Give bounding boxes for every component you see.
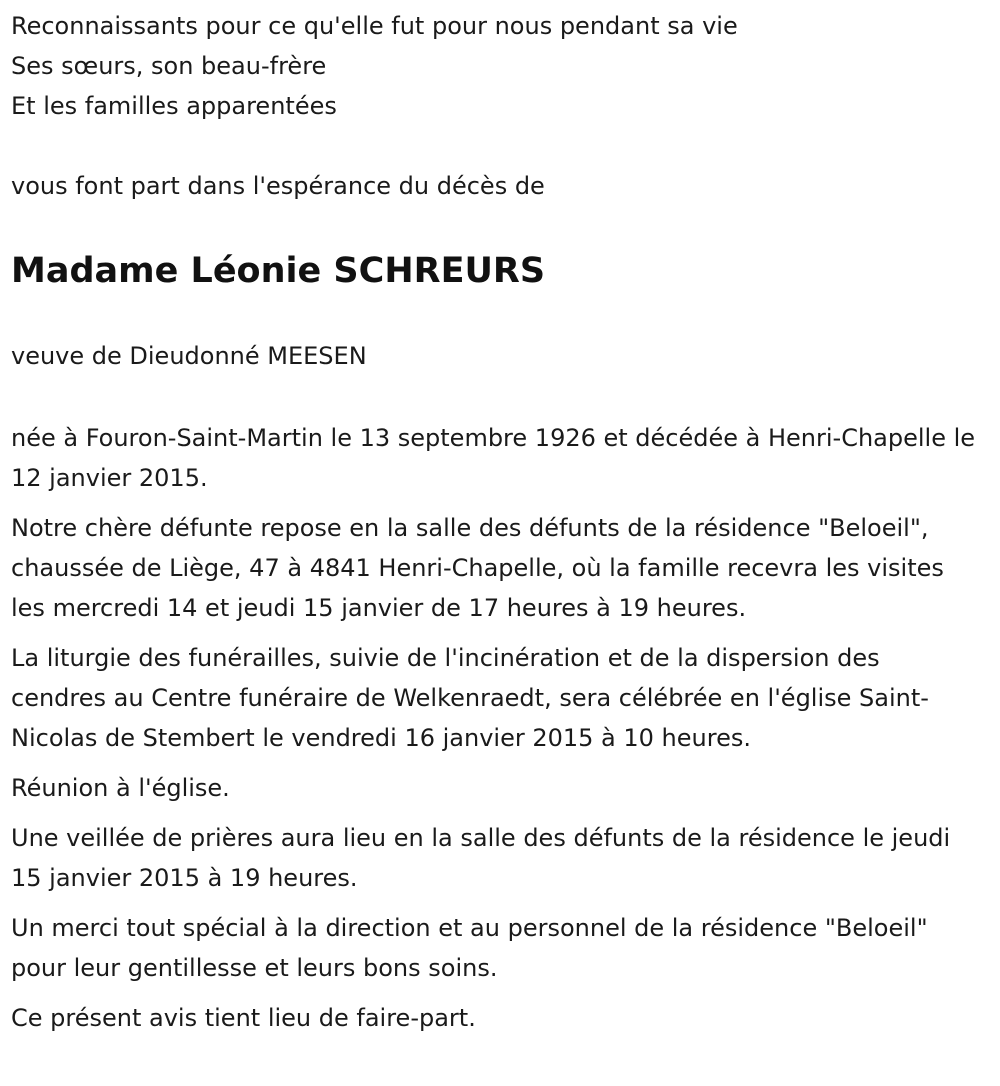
thanks-paragraph: Un merci tout spécial à la direction et au personnel de la résidence "Beloeil" pour leur gentillesse et leurs bons soins. xyxy=(11,914,928,982)
vigil-paragraph: Une veillée de prières aura lieu en la salle des défunts de la résidence le jeudi 15 janvier 2015 à 19 heures. xyxy=(11,824,951,892)
funeral-paragraph: La liturgie des funérailles, suivie de l'incinération et de la dispersion des cendres au Centre funéraire de Welkenraedt, sera célébrée en l'église Saint-Nicolas de Stembert le vendredi 16 janvier 2015 à 10 heures. xyxy=(11,644,929,752)
announcement-line: vous font part dans l'espérance du décès de xyxy=(11,172,545,200)
spacer xyxy=(11,126,976,166)
family-line-sisters: Ses sœurs, son beau-frère xyxy=(11,52,327,80)
family-line-gratitude: Reconnaissants pour ce qu'elle fut pour nous pendant sa vie xyxy=(11,12,738,40)
deceased-name: Madame Léonie SCHREURS xyxy=(11,251,546,291)
notice-paragraph: Ce présent avis tient lieu de faire-part. xyxy=(11,1004,476,1032)
visitation-paragraph: Notre chère défunte repose en la salle des défunts de la résidence "Beloeil", chaussée de Liège, 47 à 4841 Henri-Chapelle, où la famille recevra les visites les mercredi 14 et jeudi 15 janvier de 17 heures à 19 heures. xyxy=(11,514,944,622)
widow-of-line: veuve de Dieudonné MEESEN xyxy=(11,342,367,370)
meeting-paragraph: Réunion à l'église. xyxy=(11,774,230,802)
birth-death-paragraph: née à Fouron-Saint-Martin le 13 septembre 1926 et décédée à Henri-Chapelle le 12 janvier 2015. xyxy=(11,424,976,492)
family-line-families: Et les familles apparentées xyxy=(11,92,337,120)
